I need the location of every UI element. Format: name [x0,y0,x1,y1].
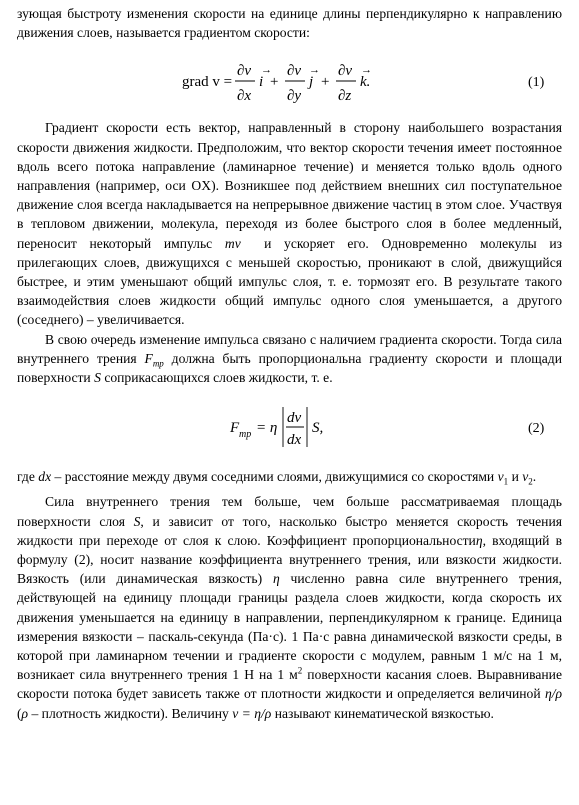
plus-2: + [321,74,330,91]
formula-gradient-svg [17,42,562,118]
formula-friction [17,387,562,467]
momentum-symbol: mv⃗ [224,235,252,251]
vec-k-arrow: → [361,64,372,77]
page [17,4,562,723]
frac3-den: ∂z [338,88,352,105]
frac-dx: dx [287,432,302,449]
plus-1: + [270,74,279,91]
vec-j: j [309,74,314,91]
paragraph-where: где dx – расстояние между двумя соседними слоями, движущимися со скоростями $v_1$ и $v_2$. [17,469,537,487]
paragraph-intro: зующая быстроту изменения скорости на единице длины перпендикулярно к направлению движения слоев, называется градиентом скорости: [17,6,562,41]
frac-dv: dv [287,410,302,427]
area-symbol: S, [312,420,324,437]
vec-i: i [259,74,264,91]
frac3-num: ∂v [338,63,353,80]
force-symbol: F [230,420,240,437]
frac1-den: ∂x [237,88,252,105]
formula-friction-svg [17,387,562,467]
vec-j-arrow: → [309,64,320,77]
paragraph-viscosity: Сила внутреннего трения тем больше, чем больше рассматриваемая площадь поверхности слоя S, и зависит от того, насколько быстро меняется скорость течения жидкости при переходе от слоя к слою. Коэффициент пропорциональностиη, входящий в формулу (2), носит название коэффициента внутреннего трения, или вязкости жидкости. Вязкость (или динамическая вязкость) η численно равна силе внутреннего трения, действующей на единицу площади границы раздела слоев жидкости, когда скорость их движения уменьшается на единицу в направлении, перпендикулярном к границе. Единица измерения вязкости – паскаль-секунда (Па·с). 1 Па·с равна динамической вязкости среды, в которой при ламинарном течении и градиенте скорости с модулем, равным 1 м/с на 1 м, возникает сила внутреннего трения 1 Н на 1 $м^2$ поверхности касания слоев. Выравнивание скорости потока будет зависеть также от плотности жидкости и определяется величиной η/ρ (ρ – плотность жидкости). Величину ν = η/ρ называют кинематической вязкостью. [17,494,562,721]
paragraph-gradient-vector: Градиент скорости есть вектор, направленный в сторону наибольшего возрастания скорости движения жидкости. Предположим, что вектор скорости течения имеет постоянное вдоль всего потока направление (ламинарное течение) и меняется только вдоль одного направления (например, оси OX). Возникшее под действием внешних сил поступательное движение слоя всегда накладывается на непрерывное движение частиц в этом слое. Участвуя в тепловом движении, молекула, переходя из более быстрого слоя в более медленный, переносит некоторый импульс mv⃗ и ускоряет его. Одновременно молекулы из прилегающих слоев, движущихся с меньшей скоростью, проникают в слой, движущийся быстрее, и этим уменьшают общий импульс слоя, т. е. тормозят его. В результате такого взаимодействия слоев жидкости общий импульс одного слоя уменьшается, а другого (соседнего) – увеличивается. [17,120,562,328]
eta-eq: = η [256,420,278,437]
vec-k: k. [360,74,371,91]
paragraph-friction-force: В свою очередь изменение импульса связано с наличием градиента скорости. Тогда сила внутреннего трения $F_{тр}$ должна быть пропорциональна градиенту скорости и площади поверхности S соприкасающихся слоев жидкости, т. е. [17,331,562,386]
grad-label: grad v = [182,74,233,91]
frac2-num: ∂v [287,63,302,80]
frac1-num: ∂v [237,63,252,80]
equation-number-2: (2) [528,421,545,437]
vec-i-arrow: → [261,64,272,77]
equation-number-1: (1) [528,75,545,91]
force-subscript: тр [239,429,252,441]
formula-gradient [17,42,562,118]
frac2-den: ∂y [287,88,302,105]
